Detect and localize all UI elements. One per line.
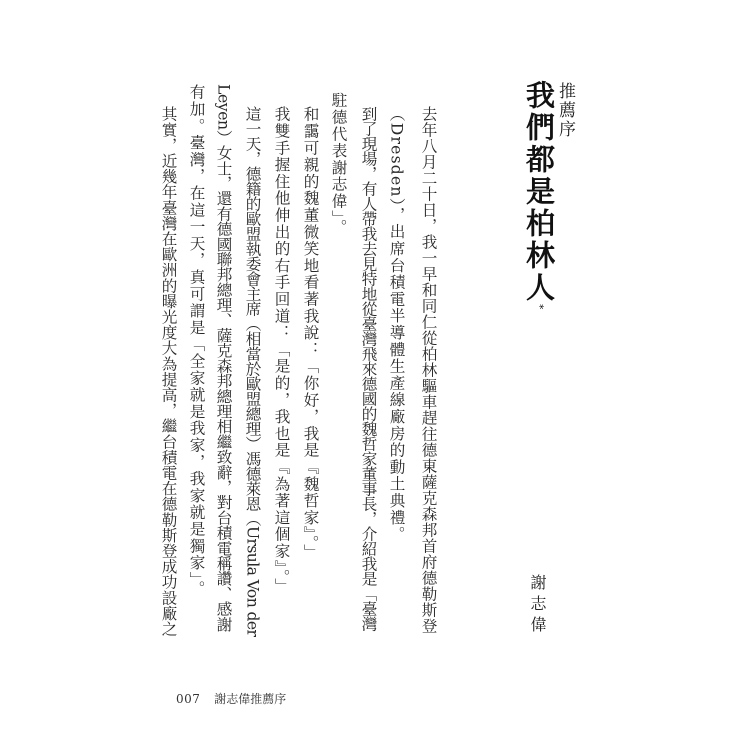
page-number: 007 — [176, 692, 201, 706]
paragraph-line-5: 和靄可親的魏董微笑地看著我說：「你好，我是『魏哲家』。」 — [301, 106, 320, 561]
running-title: 謝志偉推薦序 — [214, 692, 287, 706]
paragraph-line-7: 這一天，德籍的歐盟執委會主席（相當於歐盟總理）馮德萊恩（Ursula Von der — [243, 106, 262, 637]
chapter-title-text: 我們都是柏林人 — [522, 80, 556, 304]
paragraph-line-9: 有加。臺灣，在這一天，真可謂是「全家就是我家，我家就是獨家」。 — [187, 84, 206, 597]
paragraph-line-3: 到了現場，有人帶我去見特地從臺灣飛來德國的魏哲家董事長，介紹我是「臺灣 — [359, 106, 378, 631]
paragraph-line-8: Leyen）女士，還有德國聯邦總理、薩克森邦總理相繼致辭，對台積電稱讚、感謝 — [214, 84, 233, 632]
paragraph-line-4: 駐德代表謝志偉」。 — [329, 92, 348, 236]
section-label: 推薦序 — [555, 82, 575, 139]
chapter-title — [521, 80, 556, 310]
page-footer — [176, 690, 286, 707]
paragraph-line-1: 去年八月二十日，我一早和同仁從柏林驅車趕往德東薩克森邦首府德勒斯登 — [419, 106, 438, 634]
paragraph-line-6: 我雙手握住他伸出的右手回道：「是的，我也是『為著這個家』。」 — [272, 106, 291, 595]
paragraph-line-10: 其實，近幾年臺灣在歐洲的曝光度大為提高，繼台積電在德勒斯登成功設廠之 — [159, 106, 178, 637]
paragraph-line-2: （Dresden），出席台積電半導體生產線廠房的動土典禮。 — [387, 106, 406, 543]
author-name: 謝志偉 — [528, 574, 547, 637]
title-footnote-mark: * — [533, 304, 546, 310]
